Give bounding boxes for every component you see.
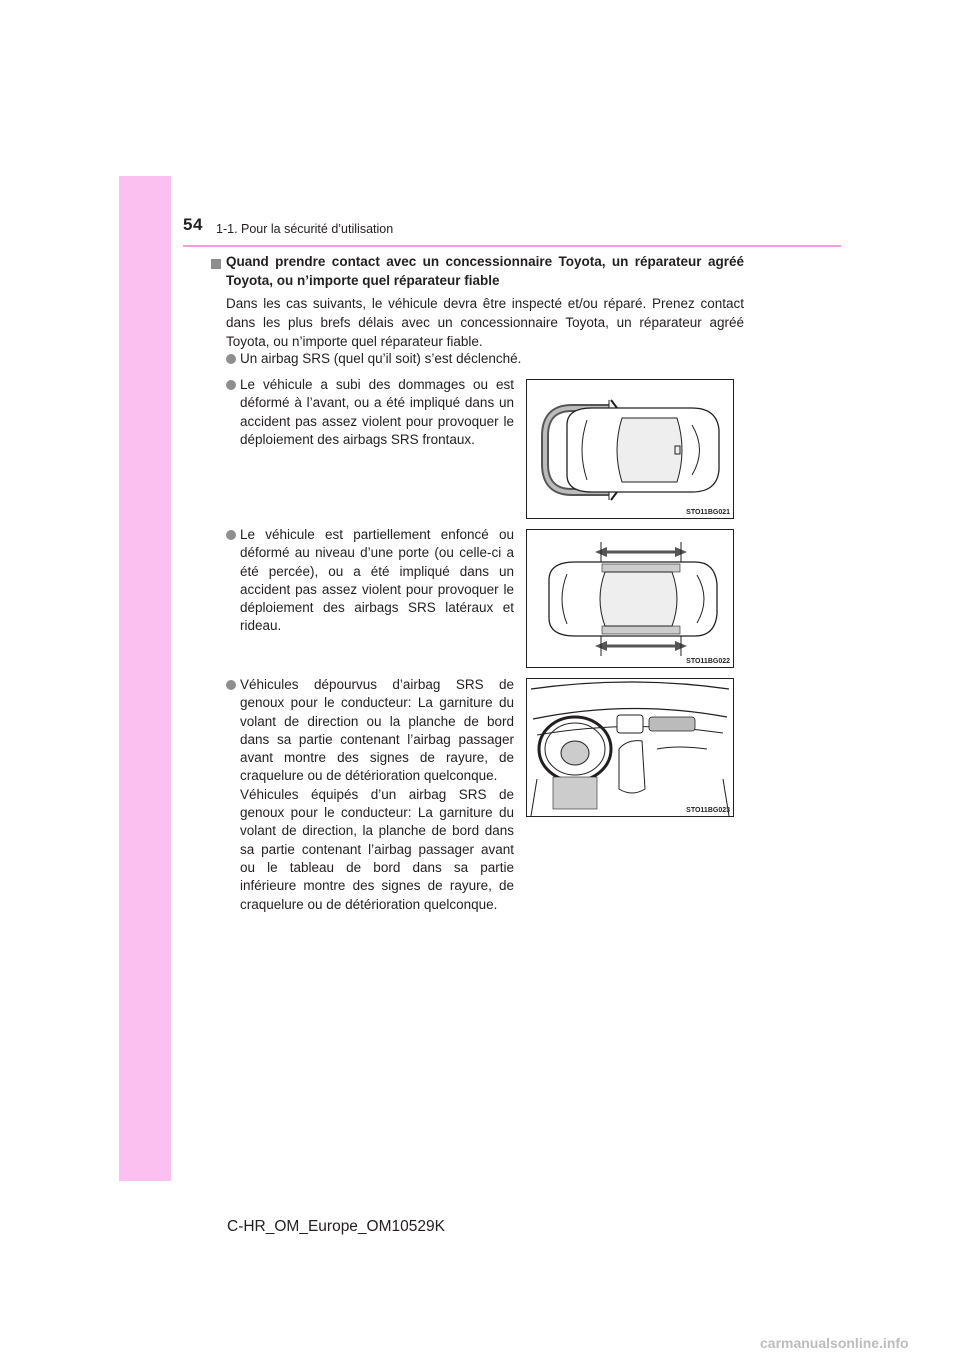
- figure-dashboard: [526, 678, 734, 817]
- circle-bullet-icon: [226, 680, 236, 690]
- site-watermark: carmanualsonline.info: [760, 1335, 909, 1351]
- dashboard-steering-wheel-illustration: [527, 679, 733, 816]
- intro-paragraph: Dans les cas suivants, le véhicule devra être inspecté et/ou réparé. Prenez contact dans les plus brefs délais avec un concessionnaire Toyota, un réparateur agréé Toyota, ou n’importe quel réparateur fiable.: [226, 296, 744, 349]
- list-item-text-no-knee-airbag: Véhicules dépourvus d’airbag SRS de genoux pour le conducteur: La garniture du volant de direction ou la planche de bord dans sa partie contenant l’airbag passager avant montre des signes de rayure, de craquelure ou de détérioration quelconque.: [240, 677, 514, 784]
- car-top-view-front-illustration: [527, 380, 733, 518]
- figure-front-impact: [526, 379, 734, 519]
- figure-code: STO11BG021: [686, 509, 730, 516]
- header-rule: [183, 245, 841, 247]
- section-title: 1-1. Pour la sécurité d’utilisation: [216, 222, 394, 236]
- list-item-text: Le véhicule a subi des dommages ou est déformé à l’avant, ou a été impliqué dans un accident pas assez violent pour provoquer le déploiement des airbags SRS frontaux.: [240, 377, 514, 447]
- figure-code: STO11BG023: [686, 807, 730, 814]
- circle-bullet-icon: [226, 354, 236, 364]
- document-footer: C-HR_OM_Europe_OM10529K: [227, 1218, 445, 1235]
- circle-bullet-icon: [226, 530, 236, 540]
- list-item-text: [240, 676, 514, 914]
- page-number: 54: [183, 215, 203, 234]
- circle-bullet-icon: [226, 380, 236, 390]
- list-item-text-with-knee-airbag: Véhicules équipés d’un airbag SRS de genoux pour le conducteur: La garniture du volant de direction, la planche de bord dans sa partie contenant l’airbag passager avant ou le tableau de bord dans sa partie inférieure montre des signes de rayure, de craquelure ou de détérioration quelconque.: [240, 786, 514, 912]
- figure-code: STO11BG022: [686, 658, 730, 665]
- figure-side-impact: [526, 529, 734, 668]
- car-top-view-side-illustration: [527, 530, 733, 667]
- chapter-tab-sidebar: [119, 176, 171, 1181]
- section-heading: Quand prendre contact avec un concessionnaire Toyota, un réparateur agréé Toyota, ou n’importe quel réparateur fiable: [226, 254, 744, 288]
- list-item-text: Un airbag SRS (quel qu’il soit) s’est déclenché.: [240, 351, 522, 366]
- list-item-text: Le véhicule est partiellement enfoncé ou déformé au niveau d’une porte (ou celle-ci a été percée), ou a été impliqué dans un accident pas assez violent pour provoquer le déploiement des airbags SRS latéraux et rideau.: [240, 527, 514, 634]
- square-bullet-icon: [211, 259, 221, 269]
